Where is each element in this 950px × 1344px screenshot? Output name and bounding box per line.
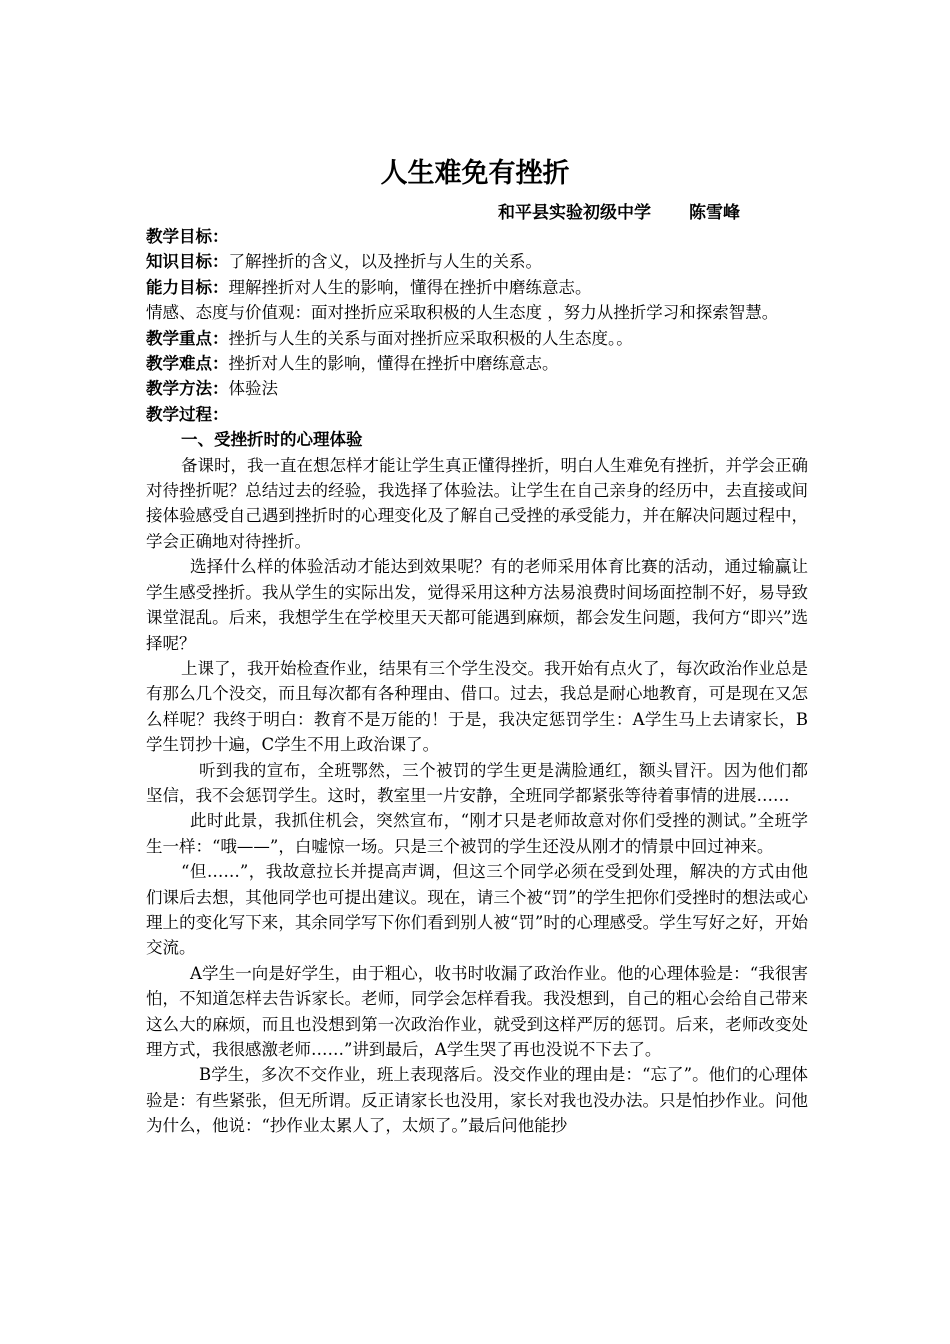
section-heading: 一、受挫折时的心理体验 [181,430,363,450]
page-title: 人生难免有挫折 [380,158,570,189]
process-heading: 教学过程： [146,404,229,424]
paragraph: “但……”，我故意拉长并提高声调，但这三个同学必须在受到处理，解决的方式由他们课后去想，其他同学也可提出建议。现在，请三个被“罚”的学生把你们受挫时的想法或心理上的变化写下来，其余同学写下你们看到别人被“罚”时的心理感受。学生写好之好，开始交流。 [146,862,808,958]
byline [498,201,740,225]
paragraph: 听到我的宣布，全班鄂然，三个被罚的学生更是满脸通红，额头冒汗。因为他们都坚信，我不会惩罚学生。这时，教室里一片安静，全班同学都紧张等待着事情的进展…… [146,760,808,805]
difficulty: 教学难点：挫折对人生的影响，懂得在挫折中磨练意志。 [146,354,559,374]
ability-objective: 能力目标：理解挫折对人生的影响，懂得在挫折中磨练意志。 [146,277,592,297]
paragraph: 选择什么样的体验活动才能达到效果呢？有的老师采用体育比赛的活动，通过输赢让学生感受挫折。我从学生的实际出发，觉得采用这种方法易浪费时间场面控制不好，易导致课堂混乱。后来，我想学生在学校里天天都可能遇到麻烦，都会发生问题，我何方“即兴”选择呢？ [146,557,808,653]
teaching-method: 教学方法：体验法 [146,379,278,399]
document-body [146,224,808,1139]
paragraph: 此时此景，我抓住机会，突然宣布，“刚才只是老师故意对你们受挫的测试。”全班学生一样：“哦——”，白嘘惊一场。只是三个被罚的学生还没从刚才的情景中回过神来。 [146,811,808,856]
emotion-objective: 情感、态度与价值观：面对挫折应采取积极的人生态度 ，努力从挫折学习和探索智慧。 [146,303,779,323]
school-name: 和平县实验初级中学 [498,203,651,223]
paragraph: 上课了，我开始检查作业，结果有三个学生没交。我开始有点火了，每次政治作业总是有那么几个没交，而且每次都有各种理由、借口。过去，我总是耐心地教育，可是现在又怎么样呢？我终于明白：教育不是万能的！于是，我决定惩罚学生：A学生马上去请家长，B学生罚抄十遍，C学生不用上政治课了。 [146,658,808,755]
knowledge-objective: 知识目标：了解挫折的含义，以及挫折与人生的关系。 [146,252,542,272]
objectives-heading: 教学目标： [146,227,229,246]
paragraph: A学生一向是好学生，由于粗心，收书时收漏了政治作业。他的心理体验是：“我很害怕，不知道怎样去告诉家长。老师，同学会怎样看我。我没想到，自己的粗心会给自己带来这么大的麻烦，而且也没想到第一次政治作业，就受到这样严厉的惩罚。后来，老师改变处理方式，我很感激老师……”讲到最后，A学生哭了再也没说不下去了。 [146,963,808,1059]
paragraph: 备课时，我一直在想怎样才能让学生真正懂得挫折，明白人生难免有挫折，并学会正确对待挫折呢？总结过去的经验，我选择了体验法。让学生在自己亲身的经历中，去直接或间接体验感受自己遇到挫折时的心理变化及了解自己受挫的承受能力，并在解决问题过程中，学会正确地对待挫折。 [146,455,808,551]
key-points: 教学重点：挫折与人生的关系与面对挫折应采取积极的人生态度。。 [146,328,633,348]
paragraph: B学生，多次不交作业，班上表现落后。没交作业的理由是：“忘了”。他们的心理体验是：有些紧张，但无所谓。反正请家长也没用，家长对我也没办法。只是怕抄作业。问他为什么，他说：“抄作业太累人了，太烦了。”最后问他能抄 [146,1065,808,1136]
author-name: 陈雪峰 [689,203,740,223]
